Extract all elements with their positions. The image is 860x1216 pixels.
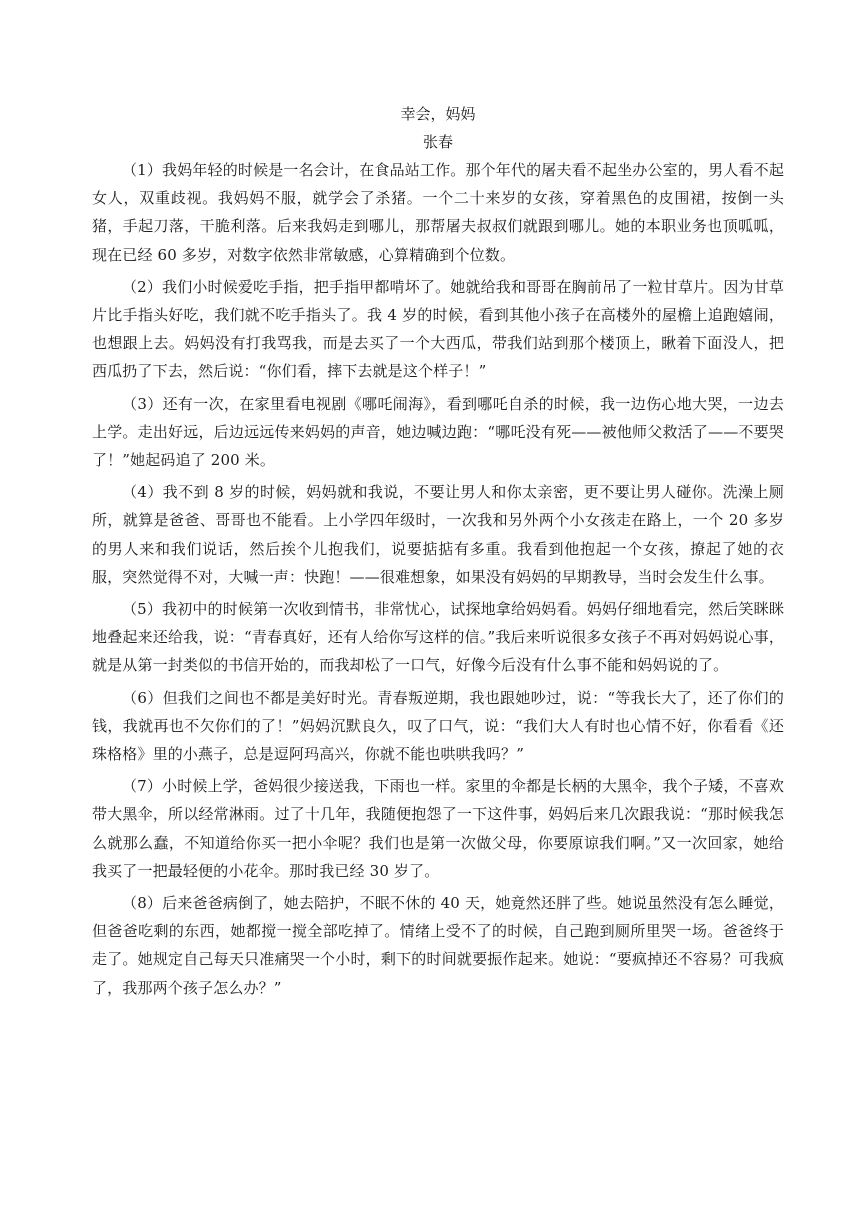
paragraph-5: （5）我初中的时候第一次收到情书，非常忧心，试探地拿给妈妈看。妈妈仔细地看完，然后笑眯眯地叠起来还给我，说：“青春真好，还有人给你写这样的信。”我后来听说很多女孩子不再对妈妈说心事，就是从第一封类似的书信开始的，而我却松了一口气，好像今后没有什么事不能和妈妈说的了。 — [92, 600, 784, 675]
paragraph-1: （1）我妈年轻的时候是一名会计，在食品站工作。那个年代的屠夫看不起坐办公室的，男人看不起女人，双重歧视。我妈妈不服，就学会了杀猪。一个二十来岁的女孩，穿着黑色的皮围裙，按倒一头猪，手起刀落，干脆利落。后来我妈走到哪儿，那帮屠夫叔叔们就跟到哪儿。她的本职业务也顶呱呱，现在已经 60 多岁，对数字依然非常敏感，心算精确到个位数。 — [92, 161, 784, 264]
paragraph-3: （3）还有一次，在家里看电视剧《哪吒闹海》，看到哪吒自杀的时候，我一边伤心地大哭，一边去上学。走出好远，后边远远传来妈妈的声音，她边喊边跑：“哪吒没有死——被他师父救活了——不要哭了！”她起码追了 200 米。 — [92, 394, 784, 470]
article-body — [92, 100, 784, 1006]
paragraph-2: （2）我们小时候爱吃手指，把手指甲都啃坏了。她就给我和哥哥在胸前吊了一粒甘草片。因为甘草片比手指头好吃，我们就不吃手指头了。我 4 岁的时候，看到其他小孩子在高楼外的屋檐上追跑嬉闹，也想跟上去。妈妈没有打我骂我，而是去买了一个大西瓜，带我们站到那个楼顶上，瞅着下面没人，把西瓜扔了下去，然后说：“你们看，摔下去就是这个样子！” — [92, 277, 784, 381]
paragraph-6: （6）但我们之间也不都是美好时光。青春叛逆期，我也跟她吵过，说：“等我长大了，还了你们的钱，我就再也不欠你们的了！”妈妈沉默良久，叹了口气，说：“我们大人有时也心情不好，你看看《还珠格格》里的小燕子，总是逗阿玛高兴，你就不能也哄哄我吗？” — [92, 688, 784, 764]
paragraph-7: （7）小时候上学，爸妈很少接送我，下雨也一样。家里的伞都是长柄的大黑伞，我个子矮，不喜欢带大黑伞，所以经常淋雨。过了十几年，我随便抱怨了一下这件事，妈妈后来几次跟我说：“那时候我怎么就那么蠢，不知道给你买一把小伞呢？我们也是第一次做父母，你要原谅我们啊。”又一次回家，她给我买了一把最轻便的小花伞。那时我已经 30 岁了。 — [92, 777, 784, 880]
article-author: 张春 — [422, 133, 453, 151]
paragraph-4: （4）我不到 8 岁的时候，妈妈就和我说，不要让男人和你太亲密，更不要让男人碰你。洗澡上厕所，就算是爸爸、哥哥也不能看。上小学四年级时，一次我和另外两个小女孩走在路上，一个 20 多岁的男人来和我们说话，然后挨个儿抱我们，说要掂掂有多重。我看到他抱起一个女孩，撩起了她的衣服，突然觉得不对，大喊一声：快跑！——很难想象，如果没有妈妈的早期教导，当时会发生什么事。 — [92, 483, 784, 586]
article-title: 幸会，妈妈 — [400, 105, 476, 123]
paragraph-8: （8）后来爸爸病倒了，她去陪护，不眠不休的 40 天，她竟然还胖了些。她说虽然没有怎么睡觉，但爸爸吃剩的东西，她都搅一搅全部吃掉了。情绪上受不了的时候，自己跑到厕所里哭一场。爸爸终于走了。她规定自己每天只准痛哭一个小时，剩下的时间就要振作起来。她说：“要疯掉还不容易？可我疯了，我那两个孩子怎么办？” — [92, 894, 784, 997]
